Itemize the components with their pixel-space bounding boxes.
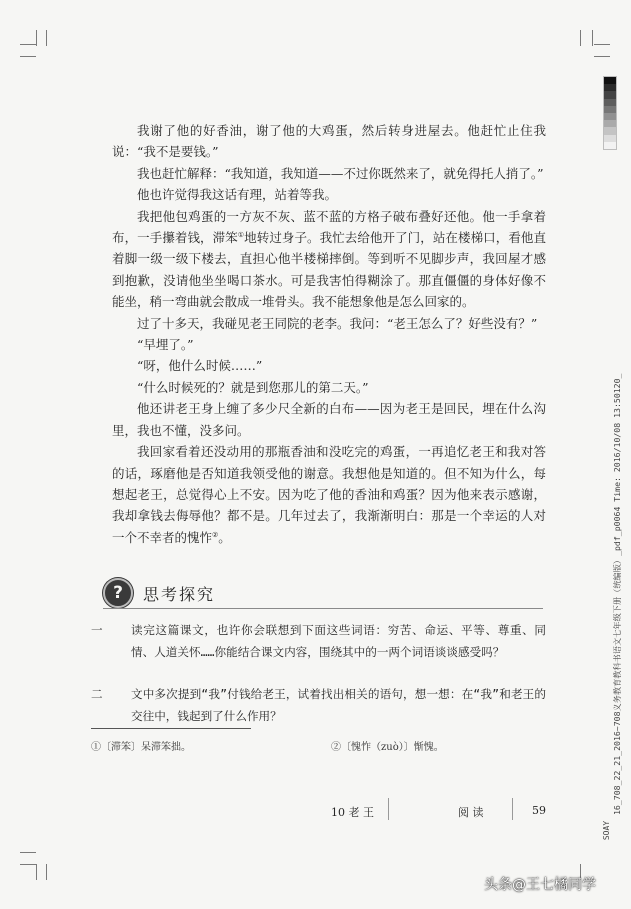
section-divider bbox=[103, 608, 543, 609]
question-item bbox=[91, 684, 546, 727]
gray-step bbox=[604, 99, 616, 106]
footnote: ②〔愧怍（zuò）〕惭愧。 bbox=[331, 742, 444, 753]
crop-mark bbox=[20, 56, 36, 57]
question-item bbox=[91, 620, 546, 663]
paragraph-text: 。 bbox=[218, 529, 231, 545]
crop-mark bbox=[20, 864, 36, 865]
print-code: SOAY bbox=[602, 820, 612, 841]
paragraph-text: 我回家看着还没动用的那瓶香油和没吃完的鸡蛋，一再追忆老王和我对答的话，琢磨他是否知道我领受他的谢意。我想他是知道的。但不知为什么，每想起老王，总觉得心上不安。因为吃了他的香油和鸡蛋？因为他来表示感谢，我却拿钱去侮辱他？都不是。几年过去了，我渐渐明白：那是一个幸运的人对一个不幸者的愧怍 bbox=[112, 444, 546, 545]
gray-step bbox=[604, 91, 616, 98]
print-info-text: 16_708_22_21_2016~708义务教育教科书语文七年级下册（统编版）_pdf_p0064 Time: 2016/10/08 13:50120_ bbox=[612, 373, 622, 815]
gray-step bbox=[604, 106, 616, 113]
question-mark-icon: ? bbox=[103, 578, 133, 608]
folio-divider bbox=[512, 798, 513, 820]
page-number: 59 bbox=[532, 804, 546, 817]
paragraph-text: 我把他包鸡蛋的一方灰不灰、蓝不蓝的方格子破布叠好还他。他一手拿着布，一手攥着钱，滞笨 bbox=[112, 208, 546, 246]
crop-mark bbox=[46, 30, 47, 46]
crop-mark bbox=[580, 30, 581, 46]
paragraph: 过了十多天，我碰见老王同院的老李。我问：“老王怎么了？好些没有？” bbox=[137, 315, 538, 331]
folio-divider bbox=[388, 798, 389, 820]
crop-mark bbox=[592, 30, 593, 46]
crop-mark bbox=[594, 44, 610, 45]
watermark: 头条@王七橘同学 bbox=[484, 877, 596, 893]
print-info-strip bbox=[598, 125, 622, 825]
question-number: 二 bbox=[91, 687, 103, 701]
paragraph: 我也赶忙解释：“我知道，我知道——不过你既然来了，就免得托人捎了。” bbox=[137, 165, 544, 181]
gray-step bbox=[604, 84, 616, 91]
section-title: 思考探究 bbox=[143, 584, 216, 604]
gray-step bbox=[604, 113, 616, 120]
footnote-rule bbox=[91, 728, 251, 729]
question-text: 文中多次提到“我”付钱给老王，试着找出相关的语句，想一想：在“我”和老王的交往中，钱起到了什么作用？ bbox=[131, 687, 546, 723]
running-footer-lesson: 10 老 王 bbox=[331, 806, 374, 819]
crop-mark bbox=[20, 44, 36, 45]
paragraph: 他还讲老王身上缠了多少尺全新的白布——因为老王是回民，埋在什么沟里，我也不懂，没多问。 bbox=[112, 401, 546, 438]
paragraph: “早埋了。” bbox=[137, 337, 194, 353]
running-footer-section: 阅 读 bbox=[458, 806, 484, 819]
crop-mark bbox=[594, 56, 610, 57]
main-text bbox=[112, 120, 546, 548]
paragraph-text: 地转过身子。我忙去给他开了门，站在楼梯口，看他直着脚一级一级下楼去，直担心他半楼梯摔倒。等到听不见脚步声，我回屋才感到抱歉，没请他坐坐喝口茶水。可是我害怕得糊涂了。那直僵僵的身体好像不能坐，稍一弯曲就会散成一堆骨头。我不能想象他是怎么回家的。 bbox=[112, 230, 546, 310]
footnote-ref: ② bbox=[212, 530, 219, 539]
crop-mark bbox=[20, 852, 36, 853]
question-text: 读完这篇课文，也许你会联想到下面这些词语：穷苦、命运、平等、尊重、同情、人道关怀……你能结合课文内容，围绕其中的一两个词语谈谈感受吗？ bbox=[131, 623, 546, 659]
footnote: ①〔滞笨〕呆滞笨拙。 bbox=[91, 742, 191, 753]
paragraph bbox=[112, 441, 546, 548]
footnote-ref: ① bbox=[237, 230, 245, 239]
question-number: 一 bbox=[91, 623, 103, 637]
paragraph: “什么时候死的？就是到您那儿的第二天。” bbox=[137, 379, 369, 395]
crop-mark bbox=[36, 864, 37, 880]
paragraph: 他也许觉得我这话有理，站着等我。 bbox=[137, 187, 338, 203]
paragraph: 我谢了他的好香油，谢了他的大鸡蛋，然后转身进屋去。他赶忙止住我说：“我不是要钱。” bbox=[112, 123, 546, 160]
section-header bbox=[103, 578, 215, 608]
gray-step bbox=[604, 77, 616, 84]
crop-mark bbox=[36, 30, 37, 46]
paragraph: “呀，他什么时候……” bbox=[137, 358, 263, 374]
paragraph bbox=[112, 206, 546, 313]
crop-mark bbox=[46, 864, 47, 880]
